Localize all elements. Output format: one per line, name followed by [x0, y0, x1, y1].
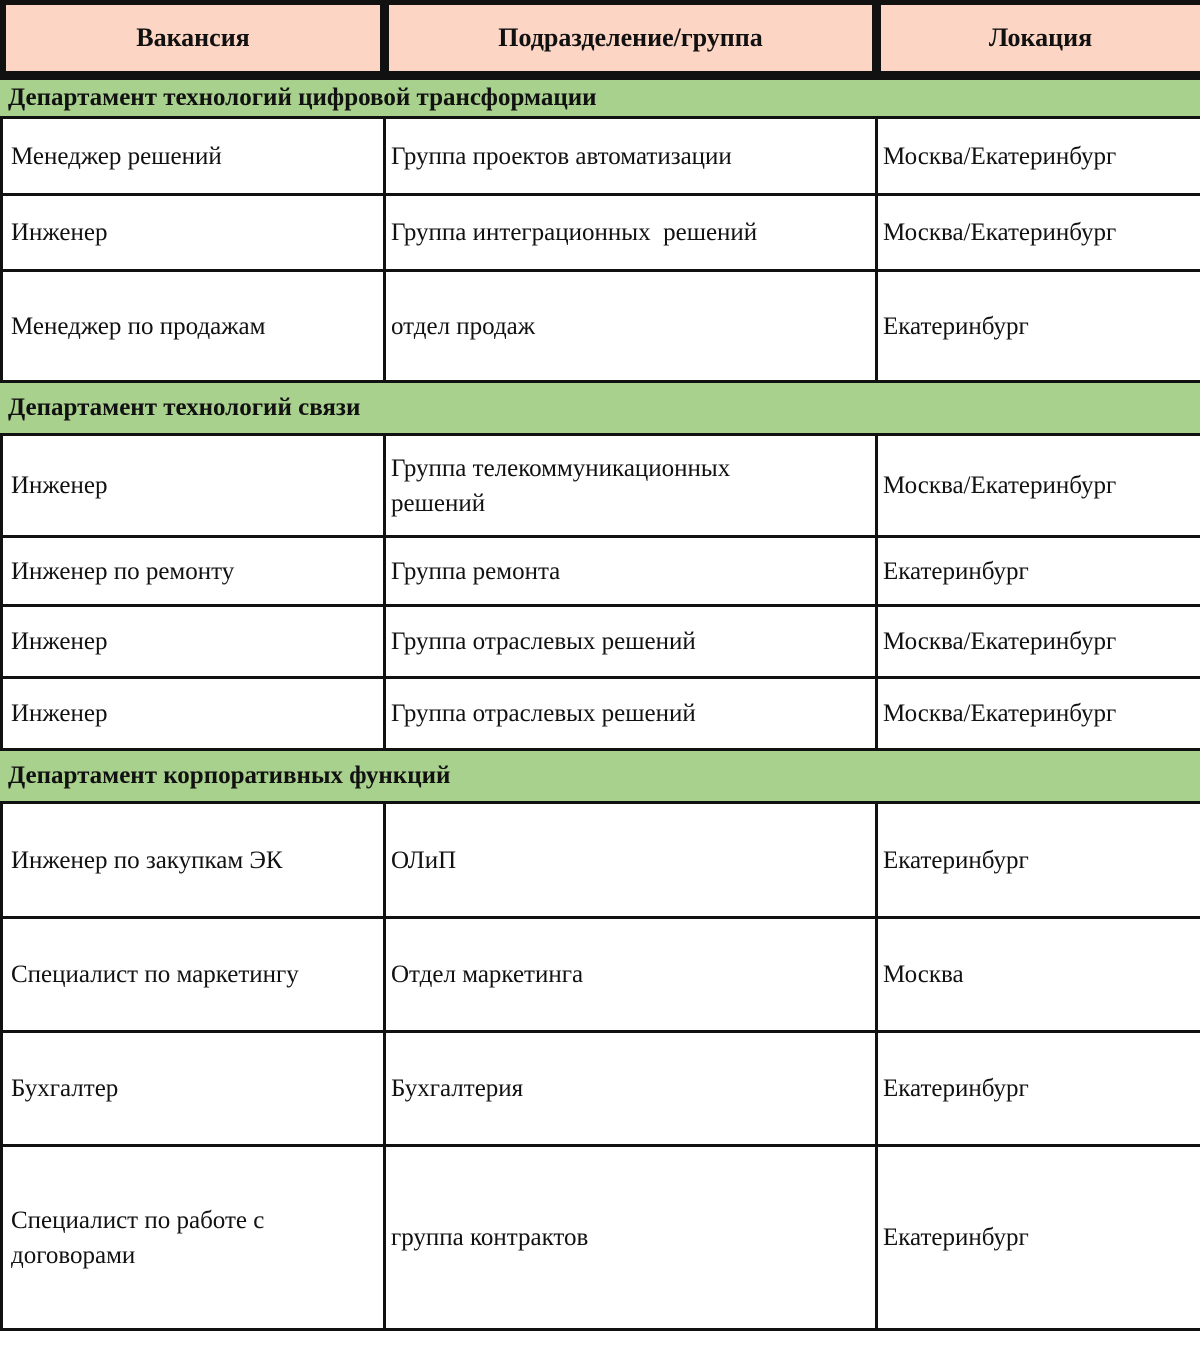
- section-header-digital-transformation: [0, 80, 1200, 119]
- table-row: [0, 436, 1200, 538]
- department-cell: Группа ремонта: [386, 538, 878, 604]
- department-cell: Отдел маркетинга: [386, 919, 878, 1030]
- vacancy-cell: Бухгалтер: [0, 1033, 386, 1144]
- table-row: [0, 196, 1200, 272]
- vacancy-cell: Специалист по работе с договорами: [0, 1147, 386, 1328]
- department-cell: Группа отраслевых решений: [386, 679, 878, 748]
- department-cell: отдел продаж: [386, 272, 878, 380]
- vacancy-cell: Инженер: [0, 436, 386, 535]
- location-cell: Москва/Екатеринбург: [883, 472, 1117, 499]
- department-cell: группа контрактов: [386, 1147, 878, 1328]
- location-cell: Екатеринбург: [883, 1075, 1029, 1102]
- section-header-corporate-functions: [0, 751, 1200, 804]
- table-row: [0, 1033, 1200, 1147]
- vacancy-cell: Менеджер решений: [0, 119, 386, 193]
- vacancy-cell: Инженер: [0, 679, 386, 748]
- location-cell: Екатеринбург: [883, 312, 1029, 340]
- table-header-row: [0, 0, 1200, 80]
- location-cell: Екатеринбург: [883, 846, 1029, 874]
- department-cell: Группа отраслевых решений: [386, 607, 878, 676]
- department-cell: ОЛиП: [386, 804, 878, 916]
- table-row: [0, 679, 1200, 751]
- column-header-vacancy: Вакансия: [6, 5, 380, 71]
- department-cell: Бухгалтерия: [386, 1033, 878, 1144]
- table-row: [0, 272, 1200, 383]
- column-header-location: Локация: [881, 5, 1200, 71]
- column-header-department: Подразделение/группа: [389, 5, 872, 71]
- vacancy-cell: Инженер по ремонту: [0, 538, 386, 604]
- location-cell: Москва/Екатеринбург: [883, 219, 1117, 246]
- section-title: Департамент технологий связи: [8, 394, 361, 421]
- section-header-communication-technologies: [0, 383, 1200, 436]
- department-cell: Группа проектов автоматизации: [386, 119, 878, 193]
- section-title: Департамент технологий цифровой трансформации: [8, 84, 597, 111]
- location-cell: Екатеринбург: [883, 557, 1029, 585]
- location-cell: Екатеринбург: [883, 1224, 1029, 1251]
- location-cell: Москва/Екатеринбург: [883, 628, 1117, 655]
- location-cell: Москва/Екатеринбург: [883, 700, 1117, 727]
- location-cell: Москва: [883, 961, 964, 988]
- vacancy-cell: Инженер: [0, 196, 386, 269]
- vacancy-cell: Инженер: [0, 607, 386, 676]
- table-row: [0, 804, 1200, 919]
- vacancy-cell: Менеджер по продажам: [0, 272, 386, 380]
- section-title: Департамент корпоративных функций: [8, 762, 451, 789]
- department-cell: Группа интеграционных решений: [386, 196, 878, 269]
- location-cell: Москва/Екатеринбург: [883, 142, 1117, 170]
- table-row: [0, 119, 1200, 196]
- table-row: [0, 1147, 1200, 1331]
- vacancy-cell: Специалист по маркетингу: [0, 919, 386, 1030]
- vacancy-cell: Инженер по закупкам ЭК: [0, 804, 386, 916]
- table-row: [0, 538, 1200, 607]
- table-row: [0, 919, 1200, 1033]
- department-cell: Группа телекоммуникационных решений: [386, 436, 878, 535]
- table-row: [0, 607, 1200, 679]
